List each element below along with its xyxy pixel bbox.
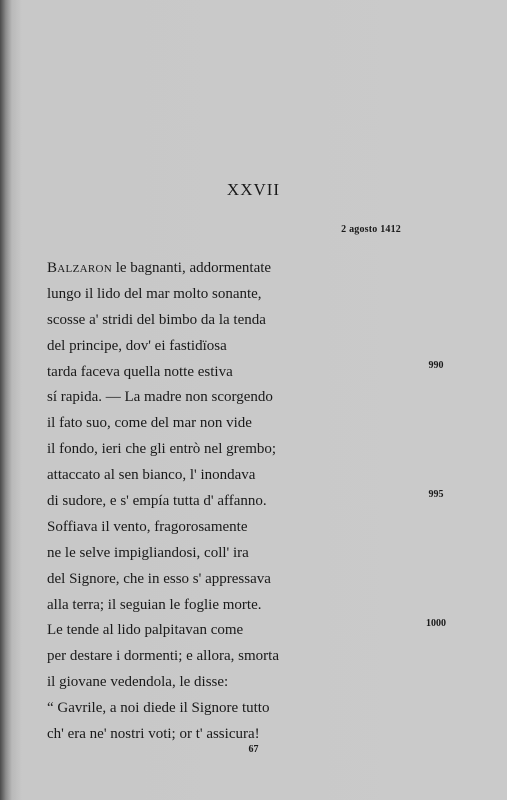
chapter-heading: XXVII — [226, 180, 281, 199]
verse-line: alla terra; il seguian le foglie morte. — [47, 596, 262, 613]
verse-line: lungo il lido del mar molto sonante, — [47, 285, 262, 302]
verse-line: di sudore, e s' empía tutta d' affanno. — [47, 493, 267, 510]
verse-line: del Signore, che in esso s' appressava — [47, 570, 271, 587]
verse-line: tarda faceva quella notte estiva — [47, 363, 233, 380]
verse-line: ne le selve impigliandosi, coll' ira — [47, 544, 249, 561]
line-number-995: 995 — [428, 489, 444, 500]
verse-line: il giovane vedendola, le disse: — [47, 674, 229, 691]
verse-line: il fato suo, come del mar non vide — [47, 415, 252, 432]
verse-line: del principe, dov' ei fastidïosa — [47, 337, 227, 354]
verse-line — [47, 256, 367, 282]
verse-line: attaccato al sen bianco, l' inondava — [47, 467, 256, 484]
verse-text: le bagnanti, addormentate — [111, 260, 272, 276]
date-line: 2 agosto 1412 — [341, 224, 401, 235]
verse-line: Le tende al lido palpitavan come — [47, 622, 244, 639]
verse-line: il fondo, ieri che gli entrò nel grembo; — [47, 441, 277, 458]
verse-line: scosse a' stridi del bimbo da la tenda — [47, 311, 266, 328]
verse-line: per destare i dormenti; e allora, smorta — [47, 648, 279, 665]
line-number-990: 990 — [428, 360, 444, 371]
poem-text — [47, 256, 367, 748]
verse-line: Soffiava il vento, fragorosamente — [47, 518, 248, 535]
verse-line: ch' era ne' nostri voti; or t' assicura! — [47, 726, 260, 743]
verse-line: “ Gavrile, a noi diede il Signore tutto — [47, 700, 270, 717]
line-number-1000: 1000 — [426, 618, 446, 629]
page-number: 67 — [248, 744, 259, 755]
opening-word: Balzaron — [47, 260, 112, 276]
verse-line: sí rapida. — La madre non scorgendo — [47, 389, 273, 406]
